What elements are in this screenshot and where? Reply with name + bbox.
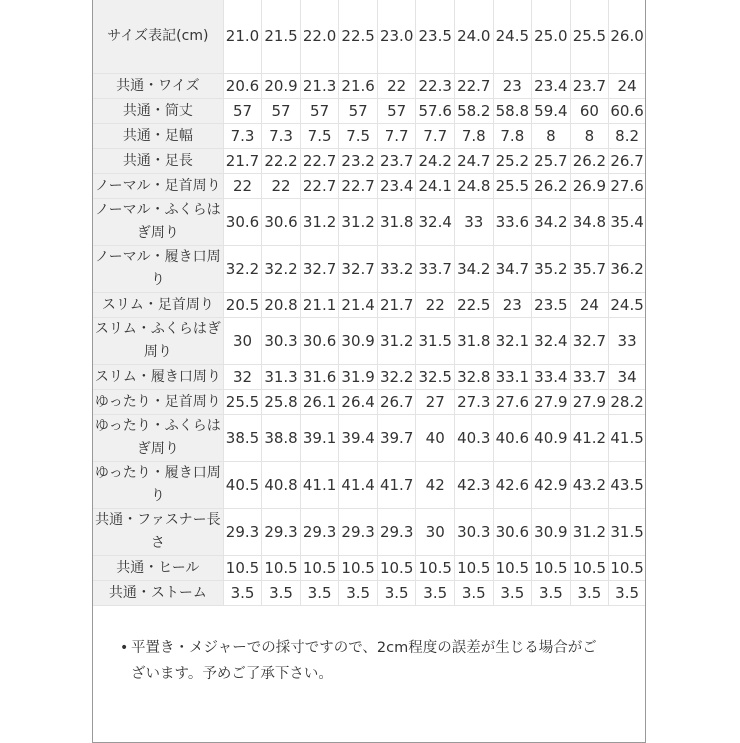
row-label: ノーマル・ふくらはぎ周り (93, 199, 223, 246)
table-cell: 10.5 (377, 556, 416, 581)
table-cell: 22.5 (455, 293, 494, 318)
table-row (93, 415, 645, 462)
row-label: ノーマル・足首周り (93, 174, 223, 199)
table-cell: 26.9 (570, 174, 609, 199)
table-cell: 30 (223, 318, 262, 365)
table-cell: 41.2 (570, 415, 609, 462)
row-label: 共通・ワイズ (93, 74, 223, 99)
table-cell: 3.5 (532, 581, 571, 606)
table-cell: 20.8 (262, 293, 301, 318)
table-cell: 25.5 (223, 390, 262, 415)
table-cell: 27.9 (570, 390, 609, 415)
table-cell: 3.5 (570, 581, 609, 606)
row-label: ノーマル・履き口周り (93, 246, 223, 293)
row-label: スリム・ふくらはぎ周り (93, 318, 223, 365)
table-cell: 57 (262, 99, 301, 124)
table-cell: 22 (416, 293, 455, 318)
table-cell: 57 (300, 99, 339, 124)
table-cell: 40.3 (455, 415, 494, 462)
table-cell: 34.2 (455, 246, 494, 293)
size-header-cell: 23.5 (416, 0, 455, 74)
table-cell: 32 (223, 365, 262, 390)
table-cell: 33.1 (493, 365, 532, 390)
table-row (93, 390, 645, 415)
table-cell: 24 (570, 293, 609, 318)
size-header-cell: 24.5 (493, 0, 532, 74)
table-cell: 42.6 (493, 462, 532, 509)
table-cell: 25.2 (493, 149, 532, 174)
size-table (93, 0, 645, 606)
row-label: スリム・履き口周り (93, 365, 223, 390)
table-cell: 57 (223, 99, 262, 124)
table-cell: 35.7 (570, 246, 609, 293)
table-cell: 25.7 (532, 149, 571, 174)
table-cell: 31.3 (262, 365, 301, 390)
table-cell: 26.2 (570, 149, 609, 174)
table-cell: 32.2 (223, 246, 262, 293)
table-row (93, 74, 645, 99)
table-cell: 27.6 (609, 174, 645, 199)
table-cell: 41.4 (339, 462, 378, 509)
table-cell: 25.8 (262, 390, 301, 415)
table-cell: 20.6 (223, 74, 262, 99)
table-cell: 31.5 (416, 318, 455, 365)
row-label: 共通・ファスナー長さ (93, 509, 223, 556)
table-cell: 27.6 (493, 390, 532, 415)
table-cell: 33.7 (416, 246, 455, 293)
table-cell: 30.9 (339, 318, 378, 365)
table-cell: 40.9 (532, 415, 571, 462)
table-cell: 21.1 (300, 293, 339, 318)
table-cell: 35.4 (609, 199, 645, 246)
table-cell: 23.7 (570, 74, 609, 99)
table-cell: 58.8 (493, 99, 532, 124)
table-cell: 22 (262, 174, 301, 199)
table-row (93, 99, 645, 124)
table-cell: 57 (377, 99, 416, 124)
table-cell: 3.5 (609, 581, 645, 606)
table-cell: 33 (455, 199, 494, 246)
row-label: ゆったり・足首周り (93, 390, 223, 415)
table-cell: 59.4 (532, 99, 571, 124)
table-row (93, 199, 645, 246)
table-cell: 24.7 (455, 149, 494, 174)
table-cell: 23.7 (377, 149, 416, 174)
row-label: 共通・足長 (93, 149, 223, 174)
table-cell: 30.6 (223, 199, 262, 246)
table-cell: 60.6 (609, 99, 645, 124)
row-label: 共通・筒丈 (93, 99, 223, 124)
table-cell: 7.5 (339, 124, 378, 149)
table-cell: 22 (223, 174, 262, 199)
table-cell: 27 (416, 390, 455, 415)
row-label: 共通・ストーム (93, 581, 223, 606)
table-cell: 34.7 (493, 246, 532, 293)
table-cell: 33.6 (493, 199, 532, 246)
table-cell: 10.5 (300, 556, 339, 581)
table-cell: 10.5 (223, 556, 262, 581)
table-cell: 10.5 (455, 556, 494, 581)
table-cell: 30 (416, 509, 455, 556)
table-cell: 3.5 (300, 581, 339, 606)
row-label: ゆったり・履き口周り (93, 462, 223, 509)
table-cell: 26.7 (609, 149, 645, 174)
size-header-cell: 22.0 (300, 0, 339, 74)
table-cell: 10.5 (609, 556, 645, 581)
table-cell: 20.5 (223, 293, 262, 318)
table-cell: 32.7 (570, 318, 609, 365)
table-cell: 7.3 (262, 124, 301, 149)
table-cell: 27.3 (455, 390, 494, 415)
table-cell: 3.5 (223, 581, 262, 606)
table-cell: 3.5 (377, 581, 416, 606)
table-row (93, 174, 645, 199)
size-header-cell: 24.0 (455, 0, 494, 74)
table-cell: 23 (493, 74, 532, 99)
table-cell: 31.8 (455, 318, 494, 365)
table-cell: 30.6 (262, 199, 301, 246)
table-cell: 7.8 (455, 124, 494, 149)
table-cell: 21.3 (300, 74, 339, 99)
row-label: スリム・足首周り (93, 293, 223, 318)
table-cell: 23.4 (532, 74, 571, 99)
table-cell: 40.5 (223, 462, 262, 509)
table-cell: 32.8 (455, 365, 494, 390)
table-cell: 3.5 (262, 581, 301, 606)
table-cell: 31.2 (570, 509, 609, 556)
table-cell: 10.5 (416, 556, 455, 581)
table-cell: 7.3 (223, 124, 262, 149)
table-cell: 40.8 (262, 462, 301, 509)
table-cell: 42.3 (455, 462, 494, 509)
table-cell: 10.5 (339, 556, 378, 581)
table-cell: 22.7 (300, 149, 339, 174)
table-cell: 10.5 (570, 556, 609, 581)
table-cell: 22.2 (262, 149, 301, 174)
table-cell: 21.4 (339, 293, 378, 318)
table-cell: 31.8 (377, 199, 416, 246)
table-cell: 10.5 (493, 556, 532, 581)
table-cell: 22.3 (416, 74, 455, 99)
table-cell: 10.5 (532, 556, 571, 581)
table-cell: 30.6 (300, 318, 339, 365)
table-cell: 22.7 (339, 174, 378, 199)
table-cell: 3.5 (416, 581, 455, 606)
size-chart-frame (92, 0, 646, 743)
table-cell: 25.5 (493, 174, 532, 199)
table-cell: 26.7 (377, 390, 416, 415)
table-cell: 23.2 (339, 149, 378, 174)
table-row (93, 149, 645, 174)
table-cell: 58.2 (455, 99, 494, 124)
table-cell: 39.4 (339, 415, 378, 462)
table-cell: 43.5 (609, 462, 645, 509)
table-cell: 33 (609, 318, 645, 365)
table-cell: 31.2 (300, 199, 339, 246)
table-cell: 33.2 (377, 246, 416, 293)
table-cell: 21.7 (223, 149, 262, 174)
table-cell: 32.5 (416, 365, 455, 390)
table-cell: 23.5 (532, 293, 571, 318)
table-cell: 29.3 (377, 509, 416, 556)
size-header-cell: 25.5 (570, 0, 609, 74)
table-row (93, 124, 645, 149)
table-cell: 39.7 (377, 415, 416, 462)
table-cell: 38.8 (262, 415, 301, 462)
table-cell: 3.5 (455, 581, 494, 606)
table-row (93, 462, 645, 509)
row-label: ゆったり・ふくらはぎ周り (93, 415, 223, 462)
table-cell: 41.7 (377, 462, 416, 509)
table-row (93, 556, 645, 581)
table-cell: 40 (416, 415, 455, 462)
table-cell: 60 (570, 99, 609, 124)
table-cell: 7.7 (416, 124, 455, 149)
table-cell: 32.4 (532, 318, 571, 365)
table-cell: 23 (493, 293, 532, 318)
table-row (93, 293, 645, 318)
table-cell: 31.6 (300, 365, 339, 390)
table-cell: 30.6 (493, 509, 532, 556)
table-cell: 36.2 (609, 246, 645, 293)
table-cell: 41.1 (300, 462, 339, 509)
table-cell: 31.9 (339, 365, 378, 390)
table-cell: 32.7 (339, 246, 378, 293)
header-label: サイズ表記(cm) (93, 0, 223, 74)
table-cell: 30.3 (455, 509, 494, 556)
table-cell: 57.6 (416, 99, 455, 124)
table-cell: 34 (609, 365, 645, 390)
table-cell: 43.2 (570, 462, 609, 509)
measurement-note (120, 635, 611, 687)
table-row (93, 581, 645, 606)
table-cell: 35.2 (532, 246, 571, 293)
header-row (93, 0, 645, 74)
note-text: 平置き・メジャーでの採寸ですので、2cm程度の誤差が生じる場合がございます。予めご了承下さい。 (131, 640, 597, 682)
table-cell: 7.7 (377, 124, 416, 149)
table-cell: 22.7 (300, 174, 339, 199)
table-cell: 23.4 (377, 174, 416, 199)
table-cell: 8 (570, 124, 609, 149)
table-cell: 32.2 (262, 246, 301, 293)
table-cell: 30.3 (262, 318, 301, 365)
table-cell: 34.8 (570, 199, 609, 246)
table-cell: 10.5 (262, 556, 301, 581)
table-cell: 21.7 (377, 293, 416, 318)
table-cell: 31.2 (377, 318, 416, 365)
table-cell: 31.2 (339, 199, 378, 246)
table-row (93, 365, 645, 390)
table-cell: 7.5 (300, 124, 339, 149)
table-cell: 29.3 (300, 509, 339, 556)
table-cell: 21.6 (339, 74, 378, 99)
table-cell: 22 (377, 74, 416, 99)
table-cell: 41.5 (609, 415, 645, 462)
table-cell: 24 (609, 74, 645, 99)
table-cell: 29.3 (223, 509, 262, 556)
size-header-cell: 21.0 (223, 0, 262, 74)
table-cell: 24.8 (455, 174, 494, 199)
table-cell: 42.9 (532, 462, 571, 509)
table-cell: 38.5 (223, 415, 262, 462)
table-cell: 42 (416, 462, 455, 509)
note-bullet: • (120, 640, 129, 656)
table-cell: 32.7 (300, 246, 339, 293)
size-header-cell: 25.0 (532, 0, 571, 74)
table-row (93, 509, 645, 556)
size-table-body (93, 0, 645, 606)
table-cell: 26.1 (300, 390, 339, 415)
table-cell: 32.4 (416, 199, 455, 246)
table-cell: 3.5 (493, 581, 532, 606)
table-cell: 32.1 (493, 318, 532, 365)
table-row (93, 246, 645, 293)
table-cell: 24.5 (609, 293, 645, 318)
table-cell: 34.2 (532, 199, 571, 246)
table-cell: 30.9 (532, 509, 571, 556)
table-cell: 33.7 (570, 365, 609, 390)
size-header-cell: 21.5 (262, 0, 301, 74)
table-cell: 26.2 (532, 174, 571, 199)
table-cell: 29.3 (262, 509, 301, 556)
table-cell: 3.5 (339, 581, 378, 606)
table-cell: 40.6 (493, 415, 532, 462)
table-cell: 28.2 (609, 390, 645, 415)
table-cell: 39.1 (300, 415, 339, 462)
table-cell: 31.5 (609, 509, 645, 556)
table-cell: 27.9 (532, 390, 571, 415)
table-cell: 7.8 (493, 124, 532, 149)
table-cell: 24.2 (416, 149, 455, 174)
table-cell: 8.2 (609, 124, 645, 149)
row-label: 共通・足幅 (93, 124, 223, 149)
table-cell: 24.1 (416, 174, 455, 199)
size-header-cell: 26.0 (609, 0, 645, 74)
size-header-cell: 23.0 (377, 0, 416, 74)
table-cell: 20.9 (262, 74, 301, 99)
table-row (93, 318, 645, 365)
size-header-cell: 22.5 (339, 0, 378, 74)
table-cell: 29.3 (339, 509, 378, 556)
table-cell: 8 (532, 124, 571, 149)
table-cell: 26.4 (339, 390, 378, 415)
table-cell: 57 (339, 99, 378, 124)
row-label: 共通・ヒール (93, 556, 223, 581)
table-cell: 33.4 (532, 365, 571, 390)
table-cell: 32.2 (377, 365, 416, 390)
table-cell: 22.7 (455, 74, 494, 99)
